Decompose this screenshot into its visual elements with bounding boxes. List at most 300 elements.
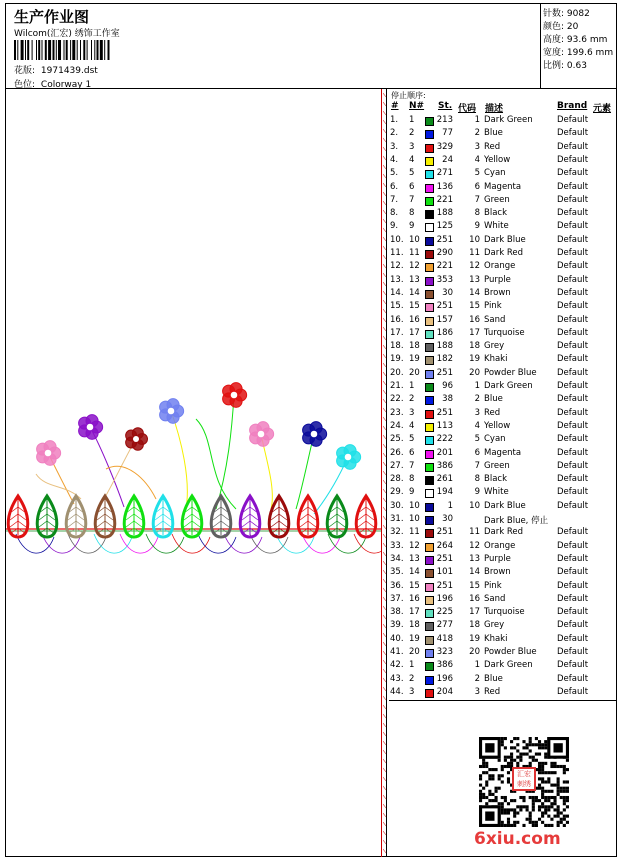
- row-brand: Default: [557, 394, 589, 405]
- row-description: Dark Red: [484, 527, 524, 538]
- row-brand: Default: [557, 261, 589, 272]
- row-index: 6.: [390, 181, 399, 192]
- color-swatch: [425, 622, 434, 631]
- row-index: 2.: [390, 128, 399, 139]
- stat-scale-label: 比例:: [543, 61, 565, 71]
- row-code: 9: [474, 221, 480, 232]
- row-needle: 6: [409, 181, 415, 192]
- row-needle: 13: [409, 553, 420, 564]
- row-index: 11.: [390, 248, 404, 258]
- col-header-elem: 元素: [593, 104, 612, 114]
- row-index: 12.: [390, 261, 404, 272]
- row-brand: Default: [557, 460, 589, 471]
- row-needle: 5: [409, 434, 415, 445]
- row-needle: 20: [409, 647, 420, 657]
- row-index: 9.: [390, 221, 399, 232]
- row-stitches: 96: [442, 381, 453, 391]
- row-code: 20: [469, 647, 480, 657]
- row-needle: 2: [409, 394, 415, 405]
- right-margin-line: [381, 89, 382, 857]
- row-index: 34.: [390, 553, 404, 564]
- row-brand: Default: [557, 527, 589, 538]
- col-header-st: St.: [438, 101, 453, 111]
- flower-red-center: [231, 392, 238, 399]
- row-brand: Default: [557, 341, 589, 352]
- color-swatch: [425, 317, 434, 326]
- color-swatch: [425, 503, 434, 512]
- flower-purple-center: [87, 424, 94, 431]
- row-brand: Default: [557, 620, 589, 631]
- row-stitches: 329: [436, 141, 453, 152]
- color-swatch: [425, 383, 434, 392]
- row-brand: Default: [557, 301, 589, 312]
- row-code: 2: [474, 673, 480, 684]
- row-code: 4: [474, 420, 480, 431]
- row-index: 25.: [390, 434, 404, 445]
- row-code: 7: [474, 460, 480, 471]
- row-code: 10: [469, 500, 480, 511]
- row-description: Cyan: [484, 168, 506, 179]
- row-needle: 9: [409, 221, 415, 232]
- stat-height: [543, 32, 607, 45]
- color-swatch: [425, 157, 434, 166]
- row-index: 18.: [390, 341, 404, 352]
- row-needle: 14: [409, 287, 420, 298]
- row-description: Cyan: [484, 434, 506, 445]
- color-swatch: [425, 676, 434, 685]
- color-swatch: [425, 144, 434, 153]
- color-swatch: [425, 410, 434, 419]
- row-index: 16.: [390, 314, 404, 325]
- row-needle: 3: [409, 141, 415, 152]
- row-code: 14: [469, 287, 480, 298]
- row-index: 15.: [390, 301, 404, 312]
- row-stitches: 221: [436, 194, 453, 205]
- row-description: Dark Green: [484, 115, 533, 125]
- color-swatch: [425, 330, 434, 339]
- row-brand: Default: [557, 487, 589, 498]
- row-code: 4: [474, 154, 480, 165]
- row-code: 12: [469, 261, 480, 272]
- row-index: 30.: [390, 500, 404, 511]
- row-needle: 9: [409, 487, 415, 498]
- row-brand: Default: [557, 168, 589, 179]
- row-brand: Default: [557, 141, 589, 152]
- row-description: Yellow: [484, 420, 511, 431]
- col-header-desc: 描述: [485, 104, 504, 114]
- col-header-no: N#: [409, 101, 425, 111]
- stat-stitches-label: 针数:: [543, 9, 565, 19]
- row-code: 6: [474, 181, 480, 192]
- row-stitches: 186: [436, 327, 453, 338]
- row-index: 38.: [390, 607, 404, 618]
- row-brand: Default: [557, 248, 589, 258]
- row-stitches: 188: [436, 341, 453, 352]
- row-index: 17.: [390, 327, 404, 338]
- row-needle: 8: [409, 474, 415, 485]
- stat-width: [543, 45, 613, 58]
- stat-colors: [543, 19, 578, 32]
- row-brand: Default: [557, 128, 589, 139]
- row-description: Brown: [484, 567, 511, 578]
- row-index: 14.: [390, 287, 404, 298]
- row-needle: 10: [409, 514, 420, 524]
- row-description: Dark Blue: [484, 234, 526, 245]
- row-stitches: 101: [436, 567, 453, 578]
- row-needle: 7: [409, 194, 415, 205]
- color-swatch: [425, 263, 434, 272]
- row-description: Powder Blue: [484, 367, 537, 378]
- row-needle: 1: [409, 381, 415, 391]
- row-stitches: 251: [436, 407, 453, 418]
- header-info-panel: [6, 3, 541, 89]
- row-stitches: 30: [442, 514, 453, 524]
- color-swatch: [425, 556, 434, 565]
- row-index: 22.: [390, 394, 404, 405]
- col-header-code: 代码: [458, 104, 477, 114]
- qr-center-badge: 汇宏 刺绣: [512, 767, 536, 791]
- row-brand: Default: [557, 181, 589, 192]
- flower-stem: [196, 419, 236, 509]
- flower-stem: [296, 434, 314, 509]
- row-brand: Default: [557, 580, 589, 591]
- row-needle: 4: [409, 154, 415, 165]
- row-stitches: 418: [436, 633, 453, 644]
- row-stitches: 188: [436, 208, 453, 219]
- row-index: 33.: [390, 540, 404, 551]
- row-needle: 7: [409, 460, 415, 471]
- row-needle: 1: [409, 660, 415, 671]
- row-needle: 19: [409, 354, 420, 365]
- row-needle: 10: [409, 234, 420, 245]
- stat-height-value: 93.6 mm: [566, 35, 608, 45]
- color-swatch: [425, 370, 434, 379]
- row-index: 20.: [390, 367, 404, 378]
- row-index: 19.: [390, 354, 404, 365]
- color-swatch: [425, 396, 434, 405]
- row-stitches: 251: [436, 553, 453, 564]
- row-index: 42.: [390, 660, 404, 671]
- stitch-loop: [224, 534, 262, 553]
- row-code: 3: [474, 407, 480, 418]
- row-needle: 18: [409, 620, 420, 631]
- row-stitches: 251: [436, 301, 453, 312]
- row-description: Orange: [484, 261, 516, 272]
- row-stitches: 182: [436, 354, 453, 365]
- color-swatch: [425, 170, 434, 179]
- row-stitches: 386: [436, 660, 453, 671]
- row-needle: 15: [409, 301, 420, 312]
- row-brand: Default: [557, 474, 589, 485]
- row-code: 9: [474, 487, 480, 498]
- color-swatch: [425, 662, 434, 671]
- row-brand: Default: [557, 381, 589, 391]
- row-description: Grey: [484, 620, 505, 631]
- row-stitches: 323: [436, 647, 453, 657]
- row-brand: Default: [557, 633, 589, 644]
- row-index: 36.: [390, 580, 404, 591]
- row-stitches: 213: [436, 115, 453, 125]
- stat-colors-value: 20: [566, 22, 579, 32]
- color-swatch: [425, 423, 434, 432]
- row-code: 5: [474, 168, 480, 179]
- row-description: Yellow: [484, 154, 511, 165]
- row-description: Dark Green: [484, 381, 533, 391]
- row-stitches: 113: [436, 420, 453, 431]
- row-description: Dark Green: [484, 660, 533, 671]
- row-index: 26.: [390, 447, 404, 458]
- color-swatch: [425, 689, 434, 698]
- row-code: 10: [469, 234, 480, 245]
- row-stitches: 136: [436, 181, 453, 192]
- row-description: Purple: [484, 553, 511, 564]
- row-description: Green: [484, 194, 510, 205]
- row-code: 1: [474, 115, 480, 125]
- row-brand: Default: [557, 647, 589, 657]
- row-code: 11: [469, 527, 480, 538]
- color-swatch: [425, 649, 434, 658]
- row-code: 6: [474, 447, 480, 458]
- row-needle: 17: [409, 607, 420, 618]
- watermark-text: 6xiu.com: [474, 829, 561, 849]
- row-needle: 13: [409, 274, 420, 285]
- row-stitches: 277: [436, 620, 453, 631]
- row-brand: Default: [557, 673, 589, 684]
- row-stitches: 201: [436, 447, 453, 458]
- row-stitches: 77: [442, 128, 453, 139]
- row-needle: 4: [409, 420, 415, 431]
- row-needle: 3: [409, 686, 415, 697]
- row-brand: Default: [557, 208, 589, 219]
- stat-scale-value: 0.63: [566, 61, 587, 71]
- row-stitches: 225: [436, 607, 453, 618]
- row-description: Turquoise: [484, 607, 525, 618]
- row-description: Blue: [484, 394, 503, 405]
- row-code: 16: [469, 314, 480, 325]
- color-swatch: [425, 529, 434, 538]
- row-brand: Default: [557, 407, 589, 418]
- row-needle: 6: [409, 447, 415, 458]
- row-code: 12: [469, 540, 480, 551]
- row-description: Dark Blue: [484, 500, 526, 511]
- row-description: Brown: [484, 287, 511, 298]
- row-index: 28.: [390, 474, 404, 485]
- row-needle: 18: [409, 341, 420, 352]
- row-brand: Default: [557, 354, 589, 365]
- flower-cyan-center: [345, 454, 352, 461]
- row-needle: 11: [409, 248, 420, 258]
- row-description: Dark Red: [484, 248, 524, 258]
- row-brand: Default: [557, 660, 589, 671]
- color-swatch: [425, 117, 434, 126]
- row-index: 23.: [390, 407, 404, 418]
- row-index: 31.: [390, 514, 404, 524]
- row-code: 18: [469, 620, 480, 631]
- row-needle: 17: [409, 327, 420, 338]
- row-brand: Default: [557, 500, 589, 511]
- row-description: Magenta: [484, 447, 522, 458]
- design-label: 花版:: [14, 66, 36, 76]
- row-description: Khaki: [484, 633, 508, 644]
- flower-stem: [106, 466, 156, 499]
- col-header-idx: #: [391, 101, 399, 111]
- row-index: 39.: [390, 620, 404, 631]
- row-needle: 11: [409, 527, 420, 538]
- row-stitches: 261: [436, 474, 453, 485]
- row-brand: Default: [557, 567, 589, 578]
- row-stitches: 386: [436, 460, 453, 471]
- row-index: 43.: [390, 673, 404, 684]
- flower-pink-center: [258, 431, 265, 438]
- row-stitches: 264: [436, 540, 453, 551]
- stat-colors-label: 颜色:: [543, 22, 565, 32]
- row-description: Pink: [484, 580, 502, 591]
- row-code: 8: [474, 474, 480, 485]
- color-swatch: [425, 356, 434, 365]
- row-stitches: 194: [436, 487, 453, 498]
- color-swatch: [425, 250, 434, 259]
- row-brand: Default: [557, 154, 589, 165]
- color-swatch: [425, 303, 434, 312]
- colorway-value: Colorway 1: [40, 80, 92, 90]
- row-description: Grey: [484, 341, 505, 352]
- stat-width-label: 宽度:: [543, 48, 565, 58]
- row-index: 40.: [390, 633, 404, 644]
- color-swatch: [425, 210, 434, 219]
- row-stitches: 251: [436, 527, 453, 538]
- row-brand: Default: [557, 327, 589, 338]
- row-code: 15: [469, 301, 480, 312]
- col-header-brand: Brand: [557, 101, 588, 111]
- row-needle: 10: [409, 500, 420, 511]
- color-swatch: [425, 543, 434, 552]
- row-index: 24.: [390, 420, 404, 431]
- row-description: Sand: [484, 314, 506, 325]
- row-needle: 16: [409, 314, 420, 325]
- row-description: Black: [484, 474, 507, 485]
- color-swatch: [425, 596, 434, 605]
- row-brand: Default: [557, 593, 589, 604]
- row-description: Red: [484, 686, 501, 697]
- row-index: 32.: [390, 527, 404, 538]
- row-index: 7.: [390, 194, 399, 205]
- row-description: Pink: [484, 301, 502, 312]
- company-name: Wilcom(汇宏) 绣饰工作室: [14, 29, 120, 39]
- color-swatch: [425, 636, 434, 645]
- flower-pink-center: [45, 450, 52, 457]
- row-index: 27.: [390, 460, 404, 471]
- row-index: 35.: [390, 567, 404, 578]
- row-stitches: 221: [436, 261, 453, 272]
- row-code: 13: [469, 274, 480, 285]
- row-code: 1: [474, 660, 480, 671]
- row-code: 11: [469, 248, 480, 258]
- row-description: Khaki: [484, 354, 508, 365]
- color-swatch: [425, 277, 434, 286]
- row-needle: 5: [409, 168, 415, 179]
- row-index: 44.: [390, 686, 404, 697]
- design-value: 1971439.dst: [40, 66, 98, 76]
- color-swatch: [425, 184, 434, 193]
- row-index: 13.: [390, 274, 404, 285]
- row-brand: Default: [557, 287, 589, 298]
- flower-powderblue-center: [168, 408, 175, 415]
- row-description: White: [484, 221, 509, 232]
- row-code: 16: [469, 593, 480, 604]
- row-brand: Default: [557, 553, 589, 564]
- color-swatch: [425, 569, 434, 578]
- row-code: 2: [474, 394, 480, 405]
- row-code: 17: [469, 607, 480, 618]
- row-stitches: 30: [442, 287, 453, 298]
- row-needle: 19: [409, 633, 420, 644]
- stat-stitches: [543, 6, 590, 19]
- row-code: 15: [469, 580, 480, 591]
- row-brand: Default: [557, 194, 589, 205]
- row-code: 2: [474, 128, 480, 139]
- stat-scale: [543, 58, 587, 71]
- row-stitches: 251: [436, 367, 453, 378]
- row-code: 1: [474, 381, 480, 391]
- table-title: 停止顺序:: [391, 91, 426, 100]
- row-code: 19: [469, 633, 480, 644]
- flower-stem: [216, 395, 234, 509]
- color-swatch: [425, 463, 434, 472]
- row-description: Red: [484, 407, 501, 418]
- row-brand: Default: [557, 540, 589, 551]
- row-stitches: 24: [442, 154, 453, 165]
- row-stitches: 157: [436, 314, 453, 325]
- stitch-marker-strip: [383, 89, 388, 857]
- row-description: Red: [484, 141, 501, 152]
- color-swatch: [425, 237, 434, 246]
- row-code: 8: [474, 208, 480, 219]
- row-stitches: 290: [436, 248, 453, 258]
- row-needle: 12: [409, 261, 420, 272]
- row-index: 29.: [390, 487, 404, 498]
- row-description: Magenta: [484, 181, 522, 192]
- row-description: Turquoise: [484, 327, 525, 338]
- row-code: 14: [469, 567, 480, 578]
- row-code: 13: [469, 553, 480, 564]
- row-description: Sand: [484, 593, 506, 604]
- barcode: [14, 40, 152, 60]
- row-index: 21.: [390, 381, 404, 391]
- row-code: 5: [474, 434, 480, 445]
- row-brand: Default: [557, 115, 589, 125]
- row-code: 7: [474, 194, 480, 205]
- row-brand: Default: [557, 234, 589, 245]
- row-stitches: 204: [436, 686, 453, 697]
- color-swatch: [425, 516, 434, 525]
- row-stitches: 222: [436, 434, 453, 445]
- row-index: 5.: [390, 168, 399, 179]
- stat-stitches-value: 9082: [566, 9, 590, 19]
- row-brand: Default: [557, 221, 589, 232]
- row-index: 1.: [390, 115, 399, 125]
- row-needle: 14: [409, 567, 420, 578]
- embroidery-design: [6, 89, 381, 857]
- row-index: 3.: [390, 141, 399, 152]
- row-brand: Default: [557, 447, 589, 458]
- color-swatch: [425, 290, 434, 299]
- row-stitches: 251: [436, 234, 453, 245]
- row-stitches: 271: [436, 168, 453, 179]
- stat-width-value: 199.6 mm: [566, 48, 614, 58]
- row-brand: Default: [557, 314, 589, 325]
- row-brand: Default: [557, 274, 589, 285]
- flower-stem: [171, 411, 187, 509]
